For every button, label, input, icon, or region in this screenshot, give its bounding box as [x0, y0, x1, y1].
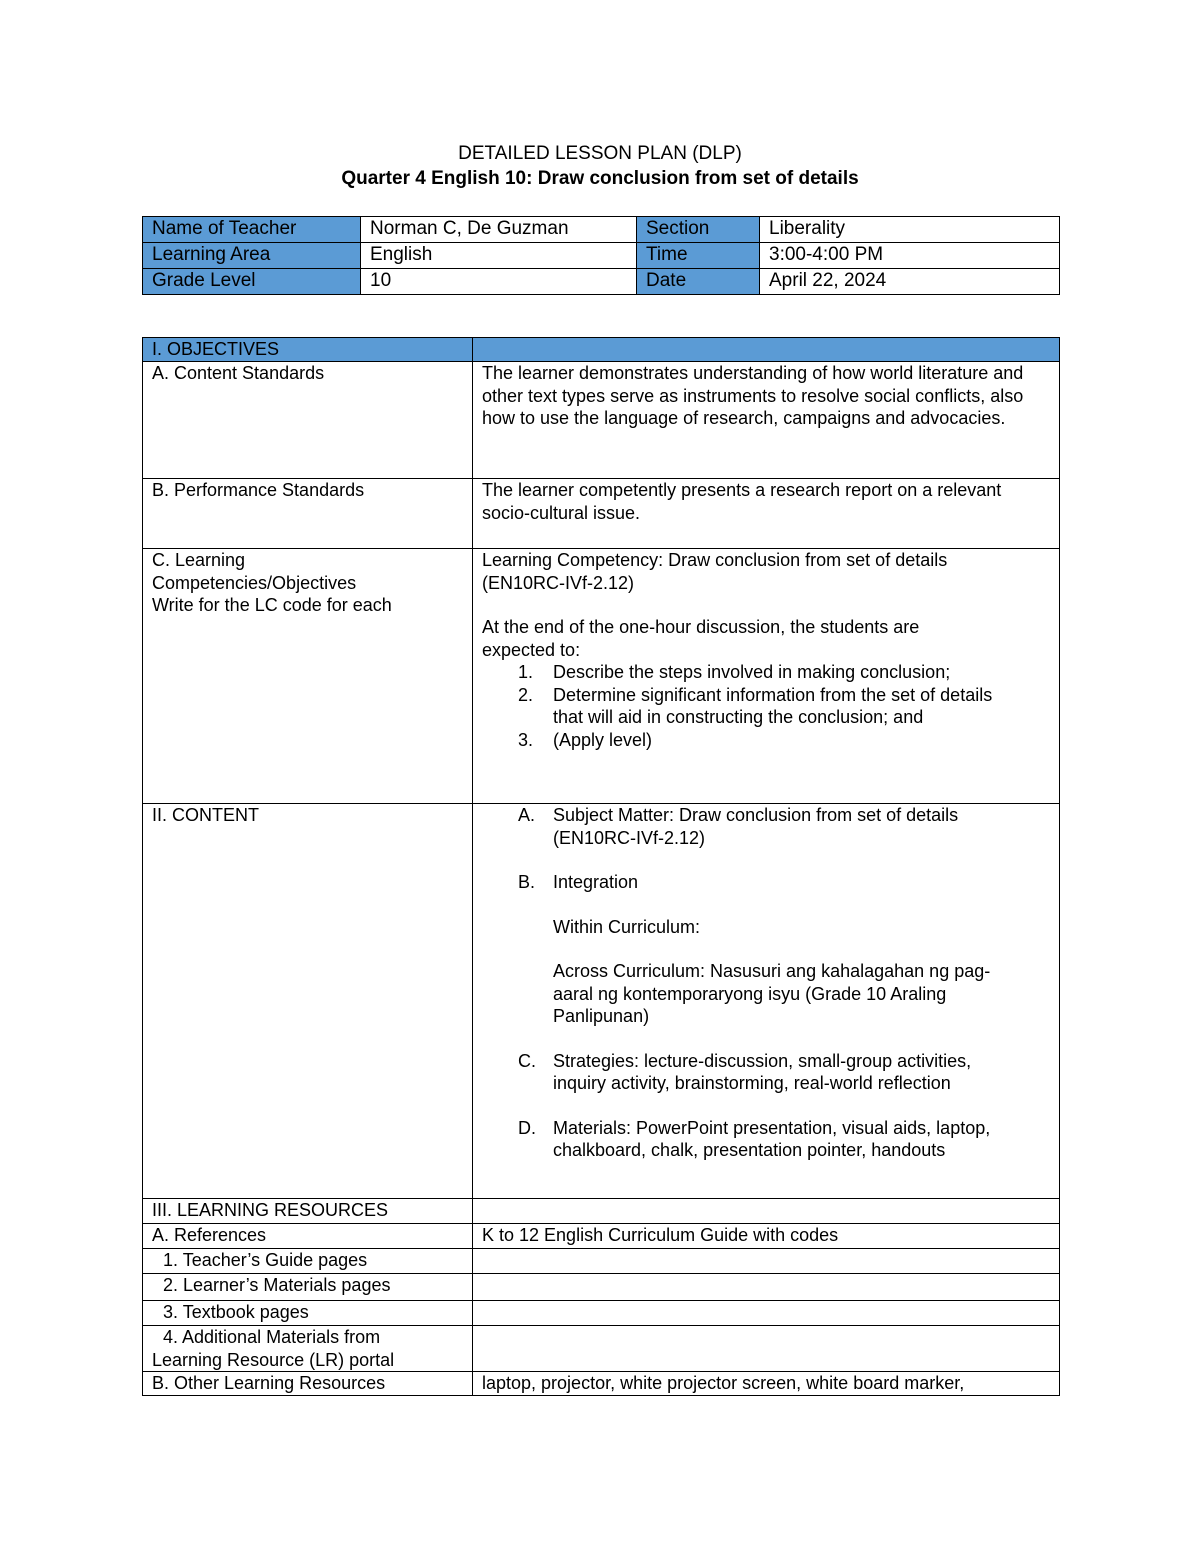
- list-number: 3.: [518, 729, 534, 750]
- list-item: [482, 804, 1050, 871]
- teacher-value: Norman C, De Guzman: [361, 217, 637, 243]
- content-standards-label: A. Content Standards: [143, 362, 473, 479]
- teachers-guide-value: [473, 1249, 1060, 1274]
- content-heading: II. CONTENT: [143, 804, 473, 1199]
- time-label: Time: [637, 243, 760, 269]
- table-row: [143, 362, 1060, 479]
- learners-materials-label: 2. Learner’s Materials pages: [143, 1274, 473, 1301]
- section-value: Liberality: [760, 217, 1060, 243]
- table-row: [143, 269, 1060, 295]
- table-row: [143, 804, 1060, 1199]
- other-resources-label: B. Other Learning Resources: [143, 1372, 473, 1396]
- list-item-text: Describe the steps involved in making conclusion;: [553, 662, 951, 682]
- lc-label-line: C. Learning: [152, 550, 246, 570]
- list-item: [482, 871, 1050, 1050]
- table-row: [143, 217, 1060, 243]
- time-value: 3:00-4:00 PM: [760, 243, 1060, 269]
- within-curriculum: Within Curriculum:: [553, 916, 701, 937]
- lc-label-line: Competencies/Objectives: [152, 572, 357, 593]
- list-item: [482, 1050, 1050, 1117]
- objectives-heading-blank: [473, 338, 1060, 362]
- teacher-label: Name of Teacher: [143, 217, 361, 243]
- list-number: 2.: [518, 684, 534, 705]
- additional-materials-line: 4. Additional Materials from: [163, 1327, 381, 1347]
- table-row: [143, 1301, 1060, 1326]
- lc-intro-line: expected to:: [482, 639, 581, 660]
- learning-area-label: Learning Area: [143, 243, 361, 269]
- table-row: [143, 338, 1060, 362]
- lc-label-line: Write for the LC code for each: [152, 595, 392, 615]
- table-row: [143, 1199, 1060, 1224]
- objectives-heading: I. OBJECTIVES: [143, 338, 473, 362]
- table-row: [143, 479, 1060, 549]
- lesson-plan-table: [142, 337, 1060, 1396]
- materials-line: chalkboard, chalk, presentation pointer, handouts: [553, 1140, 946, 1160]
- list-number: 1.: [518, 662, 534, 682]
- performance-standards-text: The learner competently presents a research report on a relevant socio-cultural issue.: [473, 479, 1060, 549]
- across-curriculum: aaral ng kontemporaryong isyu (Grade 10 Araling: [553, 983, 947, 1004]
- list-item-text: that will aid in constructing the conclusion; and: [553, 707, 924, 727]
- additional-materials-value: [473, 1326, 1060, 1372]
- teacher-info-table: [142, 216, 1060, 295]
- table-row: [143, 1326, 1060, 1372]
- across-curriculum: Across Curriculum: Nasusuri ang kahalagahan ng pag-: [553, 961, 991, 981]
- textbook-value: [473, 1301, 1060, 1326]
- grade-level-label: Grade Level: [143, 269, 361, 295]
- learners-materials-value: [473, 1274, 1060, 1301]
- list-item: [482, 729, 1050, 752]
- date-label: Date: [637, 269, 760, 295]
- textbook-label: 3. Textbook pages: [143, 1301, 473, 1326]
- document-subtitle: Quarter 4 English 10: Draw conclusion from set of details: [341, 168, 859, 189]
- list-item: [482, 684, 1050, 729]
- list-letter: B.: [518, 872, 536, 892]
- additional-materials-label: [143, 1326, 473, 1372]
- resources-heading-blank: [473, 1199, 1060, 1224]
- table-row: [143, 1224, 1060, 1249]
- table-row: [143, 1249, 1060, 1274]
- learning-competencies-label: [143, 549, 473, 804]
- table-row: [143, 243, 1060, 269]
- section-label: Section: [637, 217, 760, 243]
- lc-competency-line: Learning Competency: Draw conclusion from set of details: [482, 550, 948, 570]
- subject-matter-line: Subject Matter: Draw conclusion from set of details: [553, 805, 959, 825]
- list-letter: D.: [518, 1117, 536, 1138]
- content-details: [473, 804, 1060, 1199]
- references-label: A. References: [143, 1224, 473, 1249]
- table-row: [143, 1274, 1060, 1301]
- objectives-list: [482, 661, 1050, 751]
- materials-line: Materials: PowerPoint presentation, visual aids, laptop,: [553, 1117, 991, 1138]
- grade-level-value: 10: [361, 269, 637, 295]
- learning-area-value: English: [361, 243, 637, 269]
- document-title: DETAILED LESSON PLAN (DLP): [458, 143, 742, 164]
- table-row: [143, 1372, 1060, 1396]
- references-value: K to 12 English Curriculum Guide with codes: [473, 1224, 1060, 1249]
- across-curriculum: Panlipunan): [553, 1006, 650, 1026]
- list-item: [482, 1117, 1050, 1162]
- date-value: April 22, 2024: [760, 269, 1060, 295]
- resources-heading: III. LEARNING RESOURCES: [143, 1199, 473, 1224]
- learning-competencies-text: [473, 549, 1060, 804]
- strategies-line: Strategies: lecture-discussion, small-group activities,: [553, 1050, 972, 1071]
- other-resources-value: laptop, projector, white projector screen, white board marker,: [473, 1372, 1060, 1396]
- strategies-line: inquiry activity, brainstorming, real-world reflection: [553, 1073, 951, 1093]
- lc-intro-line: At the end of the one-hour discussion, the students are: [482, 617, 920, 637]
- table-row: [143, 549, 1060, 804]
- list-letter: A.: [518, 805, 536, 825]
- performance-standards-label: B. Performance Standards: [143, 479, 473, 549]
- additional-materials-line: Learning Resource (LR) portal: [152, 1349, 395, 1370]
- list-item-text: Determine significant information from the set of details: [553, 684, 993, 705]
- integration-line: Integration: [553, 872, 639, 892]
- lc-competency-code: (EN10RC-IVf-2.12): [482, 572, 635, 593]
- list-letter: C.: [518, 1050, 536, 1071]
- list-item: [482, 661, 1050, 684]
- teachers-guide-label: 1. Teacher’s Guide pages: [143, 1249, 473, 1274]
- content-list: [482, 804, 1050, 1162]
- content-standards-text: The learner demonstrates understanding of how world literature and other text types serve as instruments to resolve social conflicts, also how to use the language of research, campaigns and advocacies.: [473, 362, 1060, 479]
- list-item-text: (Apply level): [553, 729, 653, 750]
- subject-matter-code: (EN10RC-IVf-2.12): [553, 827, 706, 848]
